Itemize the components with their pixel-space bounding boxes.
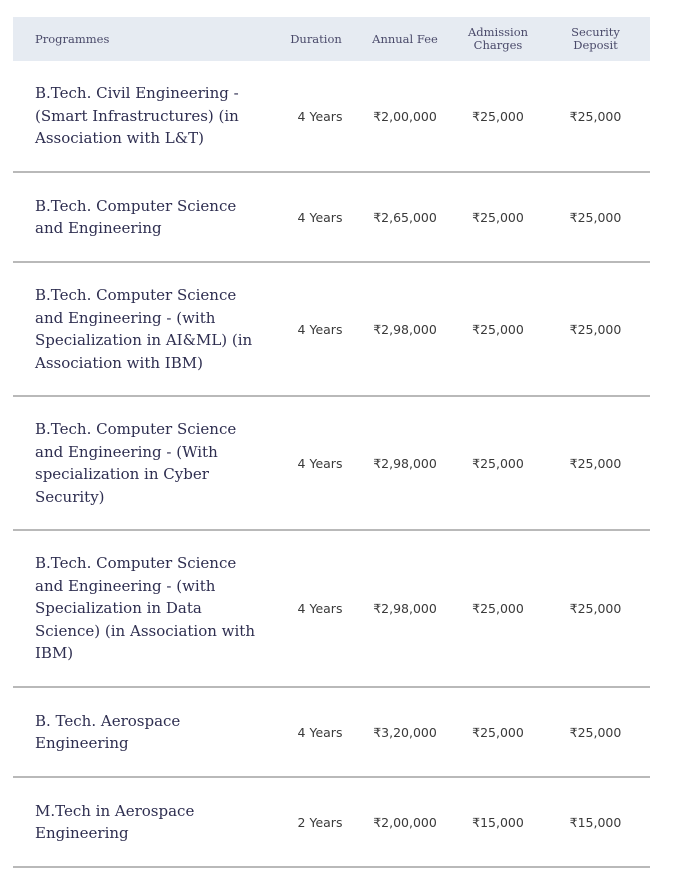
duration-cell: 4 Years xyxy=(297,209,343,225)
header-admission-line1: Admission xyxy=(467,25,529,39)
security-cell: ₹25,000 xyxy=(569,601,622,616)
header-admission-charges xyxy=(455,17,541,61)
annual-fee-cell: ₹2,98,000 xyxy=(373,455,437,471)
annual-fee-cell: ₹2,65,000 xyxy=(373,209,437,225)
annual-fee-cell: ₹2,98,000 xyxy=(373,601,437,616)
header-security-deposit xyxy=(541,17,650,61)
programme-cell: B.Tech. Civil Engineering - (Smart Infrastructures) (in Association with L&T) xyxy=(35,84,239,148)
header-security-line2: Deposit xyxy=(573,38,618,52)
table-row xyxy=(13,396,650,530)
admission-cell: ₹25,000 xyxy=(472,321,524,337)
annual-fee-cell: ₹3,20,000 xyxy=(373,724,437,740)
programme-cell: B. Tech. Aerospace Engineering xyxy=(35,711,181,752)
programme-cell: B.Tech. Computer Science and Engineering - (with Specialization in AI&ML) (in Association with IBM) xyxy=(35,286,253,372)
header-admission-line2: Charges xyxy=(473,38,523,52)
fee-table xyxy=(13,17,650,868)
admission-cell: ₹25,000 xyxy=(472,724,524,740)
header-duration: Duration xyxy=(290,31,342,46)
admission-cell: ₹15,000 xyxy=(472,814,524,830)
annual-fee-cell: ₹2,98,000 xyxy=(373,321,437,337)
table-row xyxy=(13,61,650,172)
programme-cell: B.Tech. Computer Science and Engineering - (with Specialization in Data Science) (in Association with IBM) xyxy=(35,554,255,663)
security-cell: ₹25,000 xyxy=(569,455,622,471)
duration-cell: 4 Years xyxy=(297,108,343,124)
table-row xyxy=(13,262,650,396)
header-annual-fee: Annual Fee xyxy=(372,31,438,46)
security-cell: ₹15,000 xyxy=(569,814,622,830)
table-header xyxy=(13,17,650,61)
programme-cell: B.Tech. Computer Science and Engineering - (With specialization in Cyber Security) xyxy=(35,420,237,506)
table-row xyxy=(13,687,650,777)
header-security-line1: Security xyxy=(571,25,620,39)
security-cell: ₹25,000 xyxy=(569,724,622,740)
table-body xyxy=(13,61,650,867)
programme-cell: M.Tech in Aerospace Engineering xyxy=(35,801,195,842)
duration-cell: 4 Years xyxy=(297,321,343,337)
security-cell: ₹25,000 xyxy=(569,321,622,337)
admission-cell: ₹25,000 xyxy=(472,108,524,124)
admission-cell: ₹25,000 xyxy=(472,209,524,225)
table-row xyxy=(13,172,650,262)
security-cell: ₹25,000 xyxy=(569,108,622,124)
programme-cell: B.Tech. Computer Science and Engineering xyxy=(35,196,237,237)
annual-fee-cell: ₹2,00,000 xyxy=(373,108,437,124)
admission-cell: ₹25,000 xyxy=(472,455,524,471)
duration-cell: 2 Years xyxy=(297,814,343,830)
duration-cell: 4 Years xyxy=(297,724,343,740)
annual-fee-cell: ₹2,00,000 xyxy=(373,814,437,830)
security-cell: ₹25,000 xyxy=(569,209,622,225)
table-row xyxy=(13,777,650,867)
header-row xyxy=(13,17,650,61)
table-row xyxy=(13,530,650,687)
header-programmes: Programmes xyxy=(35,31,110,46)
admission-cell: ₹25,000 xyxy=(472,601,524,616)
duration-cell: 4 Years xyxy=(297,601,343,616)
duration-cell: 4 Years xyxy=(297,455,343,471)
